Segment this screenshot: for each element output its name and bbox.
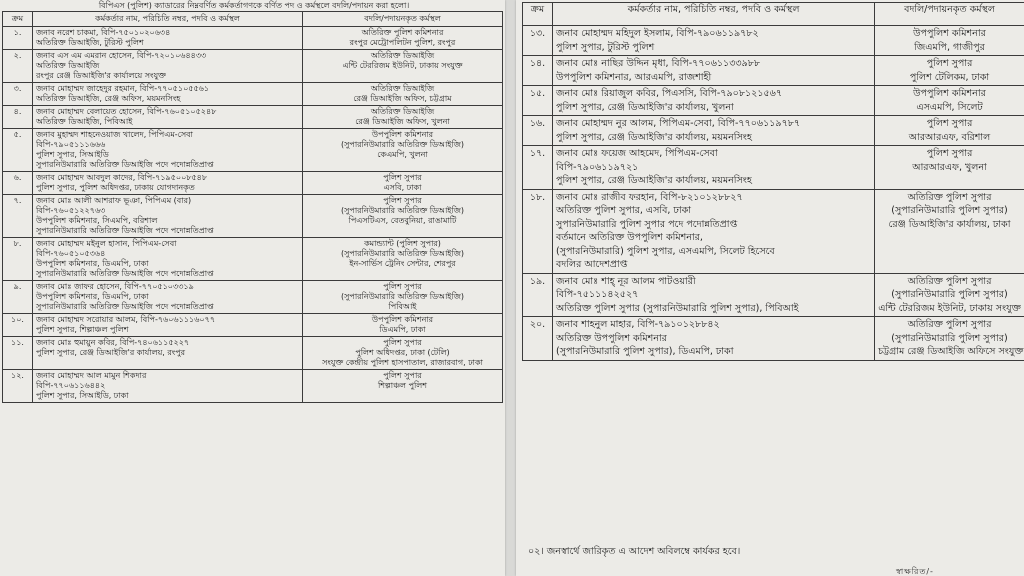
row-serial: ১৯.	[523, 273, 553, 317]
row-serial: ১.	[3, 27, 33, 50]
posting-detail-line: উপপুলিশ কমিশনার	[913, 88, 986, 99]
posting-detail-line: পুলিশ সুপার	[383, 338, 422, 347]
officer-detail-line: বিপি-৭৬০৫১২২৭৬৩	[36, 206, 106, 215]
officer-detail-line: অতিরিক্ত ডিআইজি, রেঞ্জ অফিস, ময়মনসিংহ	[36, 94, 181, 103]
officer-detail-line: (সুপারনিউমারারি) পুলিশ সুপার, এসএমপি, সিলেট হিসেবে	[556, 245, 775, 257]
officer-detail-line: বিপি-৭৯০৬১১৯৭২১	[556, 161, 639, 173]
row-serial: ১৮.	[523, 189, 553, 273]
officer-detail-line: জনাব শাহনুল মাহার, বিপি-৭৯১০১২৮৮৪২	[556, 319, 720, 330]
officer-details	[553, 26, 875, 56]
officer-detail-line: সুপারনিউমারারি অতিরিক্ত ডিআইজি পদে পদোন্নতিপ্রাপ্ত	[36, 302, 214, 311]
officer-detail-line: বিপি-৭৯০৫১১১৬৬৬	[36, 140, 106, 149]
officer-detail-line: পুলিশ সুপার, পুলিশ অধিদপ্তর, ঢাকায় যোগদানকৃত	[36, 183, 195, 192]
signature-mark	[896, 568, 1006, 576]
officer-details	[553, 189, 875, 273]
officer-detail-line: অতিরিক্ত পুলিশ সুপার, এসবি, ঢাকা	[556, 205, 691, 216]
officer-detail-line: পুলিশ সুপার, টুরিস্ট পুলিশ	[556, 41, 655, 53]
officer-detail-line: জনাব মোঃ রাজীব ফরহান, বিপি-৮২১০১২৮৮২৭	[556, 191, 743, 203]
row-serial: ২.	[3, 50, 33, 83]
table-row	[523, 56, 1024, 86]
posting-details	[303, 281, 503, 314]
column-header-posting: বদলি/পদায়নকৃত কর্মস্থল	[875, 3, 1024, 26]
table-row	[523, 146, 1024, 190]
posting-detail-line: উপপুলিশ কমিশনার	[913, 28, 986, 39]
table-header-row	[3, 12, 503, 27]
officer-detail-line: বিপি-৭৬০৫১০৫৩৬৪	[36, 249, 106, 258]
row-serial: ১৭.	[523, 146, 553, 190]
posting-detail-line: (সুপারনিউমারারি অতিরিক্ত ডিআইজি)	[340, 249, 465, 258]
officer-details	[33, 314, 303, 337]
table-row	[3, 314, 503, 337]
officer-detail-line: জনাব মোহাম্মদ মহিদুল ইসলাম, বিপি-৭৯০৬১১৯৭৮২	[556, 28, 759, 39]
officer-detail-line: জনাব মোহাম্মদ আবদুল কাদের, বিপি-৭১৯৫০০৮৫৪৮	[36, 173, 208, 182]
table-row	[3, 337, 503, 370]
posting-detail-line: (সুপারনিউমারারি পুলিশ সুপার)	[891, 289, 1008, 300]
posting-detail-line: পুলিশ টেলিকম, ঢাকা	[909, 71, 990, 83]
officer-detail-line: অতিরিক্ত ডিআইজি, টুরিস্ট পুলিশ	[36, 38, 144, 47]
posting-detail-line: পিবিআই	[388, 302, 417, 311]
posting-detail-line: (সুপারনিউমারারি পুলিশ সুপার)	[891, 332, 1008, 344]
row-serial: ১১.	[3, 337, 33, 370]
column-header-serial: ক্রম	[3, 12, 33, 27]
officer-details	[553, 56, 875, 86]
posting-detail-line: রেঞ্জ ডিআইজি'র কার্যালয়, ঢাকা	[888, 218, 1011, 230]
officer-detail-line: বদলির আদেশপ্রাপ্ত	[556, 259, 628, 270]
posting-detail-line: (সুপারনিউমারারি অতিরিক্ত ডিআইজি)	[340, 206, 465, 215]
officer-detail-line: উপপুলিশ কমিশনার, আরএমপি, রাজশাহী	[556, 71, 712, 83]
posting-detail-line: পুলিশ সুপার	[383, 371, 422, 380]
posting-detail-line: উপপুলিশ কমিশনার	[371, 130, 434, 139]
officer-detail-line: জনাব মোহাম্মদ নুর আলম, পিপিএম-সেবা, বিপি-৭৭০৬১১৯৭৮৭	[556, 118, 801, 129]
row-serial: ১৫.	[523, 86, 553, 116]
officer-detail-line: পুলিশ সুপার, রেঞ্জ ডিআইজি'র কার্যালয়, খুলনা	[556, 101, 734, 113]
posting-detail-line: এন্টি টেররিজম ইউনিট, ঢাকায় সংযুক্ত	[342, 61, 463, 70]
officer-detail-line: অতিরিক্ত ডিআইজি	[36, 61, 100, 70]
table-row	[523, 317, 1024, 361]
posting-detail-line: ডিএমপি, ঢাকা	[379, 325, 426, 334]
officer-details	[33, 106, 303, 129]
table-row	[523, 86, 1024, 116]
officer-detail-line: জনাব মোহাম্মদ বেলায়েত হোসেন, বিপি-৭৬০৫১০৫২৪৮	[36, 107, 217, 116]
officer-detail-line: পুলিশ সুপার, রেঞ্জ ডিআইজি'র কার্যালয়, রংপুর	[36, 348, 186, 357]
officer-details	[553, 86, 875, 116]
row-serial: ১৬.	[523, 116, 553, 146]
posting-details	[303, 238, 503, 281]
row-serial: ৪.	[3, 106, 33, 129]
officer-detail-line: উপপুলিশ কমিশনার, ডিএমপি, ঢাকা	[36, 259, 149, 268]
posting-detail-line: কেএমপি, খুলনা	[377, 150, 428, 159]
officer-details	[33, 337, 303, 370]
officer-detail-line: জনাব মোহাম্মদ জাহেদুর রহমান, বিপি-৭৭০৫১০৫৫৬১	[36, 84, 210, 93]
posting-details	[875, 146, 1024, 190]
row-serial: ৩.	[3, 83, 33, 106]
posting-details	[303, 195, 503, 238]
posting-detail-line: পুলিশ অধিদপ্তর, ঢাকা (টেলি)	[355, 348, 450, 357]
officer-detail-line: পুলিশ সুপার, রেঞ্জ ডিআইজি'র কার্যালয়, ময়মনসিংহ	[556, 175, 752, 186]
officer-detail-line: জনাব মোঃ নাছির উদ্দিন মৃধা, বিপি-৭৭০৬১১৩৩৯৮৮	[556, 58, 761, 69]
row-serial: ২০.	[523, 317, 553, 361]
table-row	[3, 281, 503, 314]
posting-details	[303, 172, 503, 195]
officer-details	[33, 83, 303, 106]
posting-details	[875, 317, 1024, 361]
table-row	[3, 129, 503, 172]
table-row	[3, 370, 503, 403]
row-serial: ৮.	[3, 238, 33, 281]
column-header-officer: কর্মকর্তার নাম, পরিচিতি নম্বর, পদবি ও কর্মস্থল	[33, 12, 303, 27]
column-header-serial: ক্রম	[523, 3, 553, 26]
officer-details	[33, 370, 303, 403]
row-serial: ১২.	[3, 370, 33, 403]
row-serial: ১৪.	[523, 56, 553, 86]
officer-detail-line: পুলিশ সুপার, রেঞ্জ ডিআইজি'র কার্যালয়, ময়মনসিংহ	[556, 131, 752, 143]
posting-details	[303, 27, 503, 50]
posting-detail-line: পুলিশ সুপার	[383, 173, 422, 182]
posting-detail-line: অতিরিক্ত পুলিশ সুপার	[907, 191, 992, 203]
officer-detail-line: বিপি-৭৫১১১৪২৫২৭	[556, 289, 639, 300]
posting-detail-line: অতিরিক্ত পুলিশ সুপার	[907, 275, 992, 287]
officer-detail-line: জনাব মোঃ জাফর হোসেন, বিপি-৭৭০৫১০৩৩১৯	[36, 282, 194, 291]
posting-details	[303, 129, 503, 172]
table-row	[3, 238, 503, 281]
officer-detail-line: উপপুলিশ কমিশনার, ডিএমপি, ঢাকা	[36, 292, 149, 301]
posting-details	[303, 337, 503, 370]
officer-details	[553, 146, 875, 190]
officer-detail-line: জনাব মোঃ ফয়েজ আহমেদ, পিপিএম-সেবা	[556, 148, 718, 159]
officer-detail-line: পুলিশ সুপার, সিআইডি, ঢাকা	[36, 391, 129, 400]
row-serial: ৬.	[3, 172, 33, 195]
posting-detail-line: কমান্ড্যান্ট (পুলিশ সুপার)	[364, 239, 441, 248]
posting-detail-line: অতিরিক্ত পুলিশ কমিশনার	[361, 28, 444, 37]
officer-detail-line: পুলিশ সুপার, শিল্পাঞ্চল পুলিশ	[36, 325, 129, 334]
row-serial: ১৩.	[523, 26, 553, 56]
posting-detail-line: পুলিশ সুপার	[926, 58, 973, 69]
document-page-right	[516, 0, 1024, 576]
signature-text: স্বাক্ষরিত/-	[896, 567, 934, 576]
table-row	[3, 50, 503, 83]
order-header: বিপিএস (পুলিশ) ক্যাডারের নিম্নবর্ণিত কর্মকর্তাগণকে বর্ণিত পদ ও কর্মস্থলে বদলি/পদায়ন করা হলো।	[98, 1, 410, 10]
posting-details	[303, 106, 503, 129]
row-serial: ৯.	[3, 281, 33, 314]
officer-detail-line: সুপারনিউমারারি পুলিশ সুপার পদে পদোন্নতিপ্রাপ্ত	[556, 218, 738, 230]
officer-detail-line: জনাব এস এম এমরান হোসেন, বিপি-৭২০১০৬৪৪৩৩	[36, 51, 207, 60]
officer-details	[33, 238, 303, 281]
posting-detail-line: পুলিশ সুপার	[383, 282, 422, 291]
row-serial: ১০.	[3, 314, 33, 337]
officer-details	[553, 116, 875, 146]
officer-detail-line: জনাব মোঃ হুমায়ুন কবির, বিপি-৭৪০৬১১৫২২৭	[36, 338, 190, 347]
posting-detail-line: (সুপারনিউমারারি অতিরিক্ত ডিআইজি)	[340, 140, 465, 149]
officer-detail-line: জনাব মোহাম্মদ মইনুল হাসান, পিপিএম-সেবা	[36, 239, 177, 248]
posting-detail-line: চট্টগ্রাম রেঞ্জ ডিআইজি অফিসে সংযুক্ত	[878, 346, 1024, 357]
column-header-posting: বদলি/পদায়নকৃত কর্মস্থল	[303, 12, 503, 27]
table-row	[523, 26, 1024, 56]
transfer-table-left	[2, 11, 503, 403]
posting-detail-line: পুলিশ সুপার	[926, 118, 973, 129]
officer-detail-line: সুপারনিউমারারি অতিরিক্ত ডিআইজি পদে পদোন্নতিপ্রাপ্ত	[36, 226, 214, 235]
table-row	[3, 83, 503, 106]
table-row	[3, 106, 503, 129]
officer-detail-line: জনাব মোহাম্মদ আল মামুন শিকদার	[36, 371, 147, 380]
posting-detail-line: (সুপারনিউমারারি পুলিশ সুপার)	[891, 205, 1008, 216]
posting-detail-line: পুলিশ সুপার	[926, 148, 973, 159]
officer-details	[553, 317, 875, 361]
officer-details	[33, 50, 303, 83]
posting-detail-line: এন্টি টেররিজম ইউনিট, ঢাকায় সংযুক্ত	[878, 302, 1021, 314]
posting-details	[303, 370, 503, 403]
officer-detail-line: পুলিশ সুপার, সিআইডি	[36, 150, 109, 159]
officer-detail-line: জনাব মোঃ আলী আশরাফ ভূঞা, পিপিএম (বার)	[36, 196, 192, 205]
posting-detail-line: অতিরিক্ত ডিআইজি	[370, 107, 435, 116]
posting-detail-line: রংপুর মেট্রোপলিটন পুলিশ, রংপুর	[349, 38, 456, 47]
posting-details	[303, 314, 503, 337]
officer-details	[33, 195, 303, 238]
column-header-officer: কর্মকর্তার নাম, পরিচিতি নম্বর, পদবি ও কর্মস্থল	[553, 3, 875, 26]
transfer-table-right	[522, 2, 1024, 361]
posting-details	[303, 83, 503, 106]
posting-details	[875, 56, 1024, 86]
officer-details	[33, 27, 303, 50]
posting-details	[875, 116, 1024, 146]
implementation-note: ০২। জনস্বার্থে জারিকৃত এ আদেশ অবিলম্বে কার্যকর হবে।	[528, 546, 741, 557]
officer-detail-line: জনাব মোঃ শাহ্‌ নূর আলম পাটওয়ারী	[556, 275, 696, 287]
posting-detail-line: এসবি, ঢাকা	[383, 183, 422, 192]
table-row	[3, 27, 503, 50]
document-page-left	[0, 0, 505, 576]
posting-details	[875, 189, 1024, 273]
officer-details	[33, 281, 303, 314]
posting-detail-line: এসএমপি, সিলেট	[916, 101, 983, 113]
officer-detail-line: সুপারনিউমারারি অতিরিক্ত ডিআইজি পদে পদোন্নতিপ্রাপ্ত	[36, 160, 214, 169]
table-row	[3, 172, 503, 195]
officer-details	[33, 172, 303, 195]
officer-detail-line: বিপি-৭৭০৬১১৬৪৪২	[36, 381, 106, 390]
officer-details	[553, 273, 875, 317]
officer-detail-line: অতিরিক্ত পুলিশ সুপার (সুপারনিউমারারি পুলিশ সুপার), পিবিআই	[556, 302, 799, 314]
posting-detail-line: রেঞ্জ ডিআইজি অফিস, চট্টগ্রাম	[353, 94, 452, 103]
officer-detail-line: জনাব নরেশ চাকমা, বিপি-৭৫০১০২০৬৩৪	[36, 28, 171, 37]
officer-detail-line: অতিরিক্ত উপপুলিশ কমিশনার	[556, 332, 667, 344]
officer-detail-line: অতিরিক্ত ডিআইজি, পিবিআই	[36, 117, 133, 126]
table-row	[523, 116, 1024, 146]
posting-detail-line: পিএসটিএস, বেতবুনিয়া, রাঙামাটি	[348, 216, 457, 225]
officer-detail-line: জনাব মোঃ রিয়াজুল কবির, পিএসসি, বিপি-৭৯০৮১২১৫৬৭	[556, 88, 783, 99]
posting-details	[303, 50, 503, 83]
posting-detail-line: পুলিশ সুপার	[383, 196, 422, 205]
posting-detail-line: ইন-সার্ভিস ট্রেনিং সেন্টার, শেরপুর	[349, 259, 456, 268]
table-row	[3, 195, 503, 238]
posting-details	[875, 86, 1024, 116]
officer-detail-line: বর্তমানে অতিরিক্ত উপপুলিশ কমিশনার,	[556, 232, 703, 243]
officer-details	[33, 129, 303, 172]
posting-detail-line: শিল্পাঞ্চল পুলিশ	[378, 381, 427, 390]
row-serial: ৭.	[3, 195, 33, 238]
officer-detail-line: জনাব মুহাম্মদ শাহনেওয়াজ খালেদ, পিপিএম-সেবা	[36, 130, 193, 139]
posting-detail-line: সংযুক্ত কেন্দ্রীয় পুলিশ হাসপাতাল, রাজারবাগ, ঢাকা	[322, 358, 483, 367]
table-row	[523, 189, 1024, 273]
posting-detail-line: রেঞ্জ ডিআইজি অফিস, খুলনা	[355, 117, 450, 126]
officer-detail-line: উপপুলিশ কমিশনার, সিএমপি, বরিশাল	[36, 216, 158, 225]
posting-details	[875, 26, 1024, 56]
table-row	[523, 273, 1024, 317]
posting-detail-line: অতিরিক্ত ডিআইজি	[370, 51, 435, 60]
posting-detail-line: (সুপারনিউমারারি অতিরিক্ত ডিআইজি)	[340, 292, 465, 301]
posting-details	[875, 273, 1024, 317]
officer-detail-line: জনাব মোহাম্মদ সরোয়ার আলম, বিপি-৭৬০৬১১১৬০৭৭	[36, 315, 216, 324]
posting-detail-line: আরআরএফ, বরিশাল	[908, 131, 991, 143]
officer-detail-line: (সুপারনিউমারারি পুলিশ সুপার), ডিএমপি, ঢাকা	[556, 346, 734, 357]
officer-detail-line: রংপুর রেঞ্জ ডিআইজি'র কার্যালয়ে সংযুক্ত	[36, 71, 166, 80]
table-header-row	[523, 3, 1024, 26]
posting-detail-line: উপপুলিশ কমিশনার	[371, 315, 434, 324]
posting-detail-line: অতিরিক্ত ডিআইজি	[370, 84, 435, 93]
posting-detail-line: জিএমপি, গাজীপুর	[914, 41, 985, 53]
posting-detail-line: আরআরএফ, খুলনা	[912, 161, 987, 173]
officer-detail-line: সুপারনিউমারারি অতিরিক্ত ডিআইজি পদে পদোন্নতিপ্রাপ্ত	[36, 269, 214, 278]
posting-detail-line: অতিরিক্ত পুলিশ সুপার	[907, 319, 992, 330]
row-serial: ৫.	[3, 129, 33, 172]
